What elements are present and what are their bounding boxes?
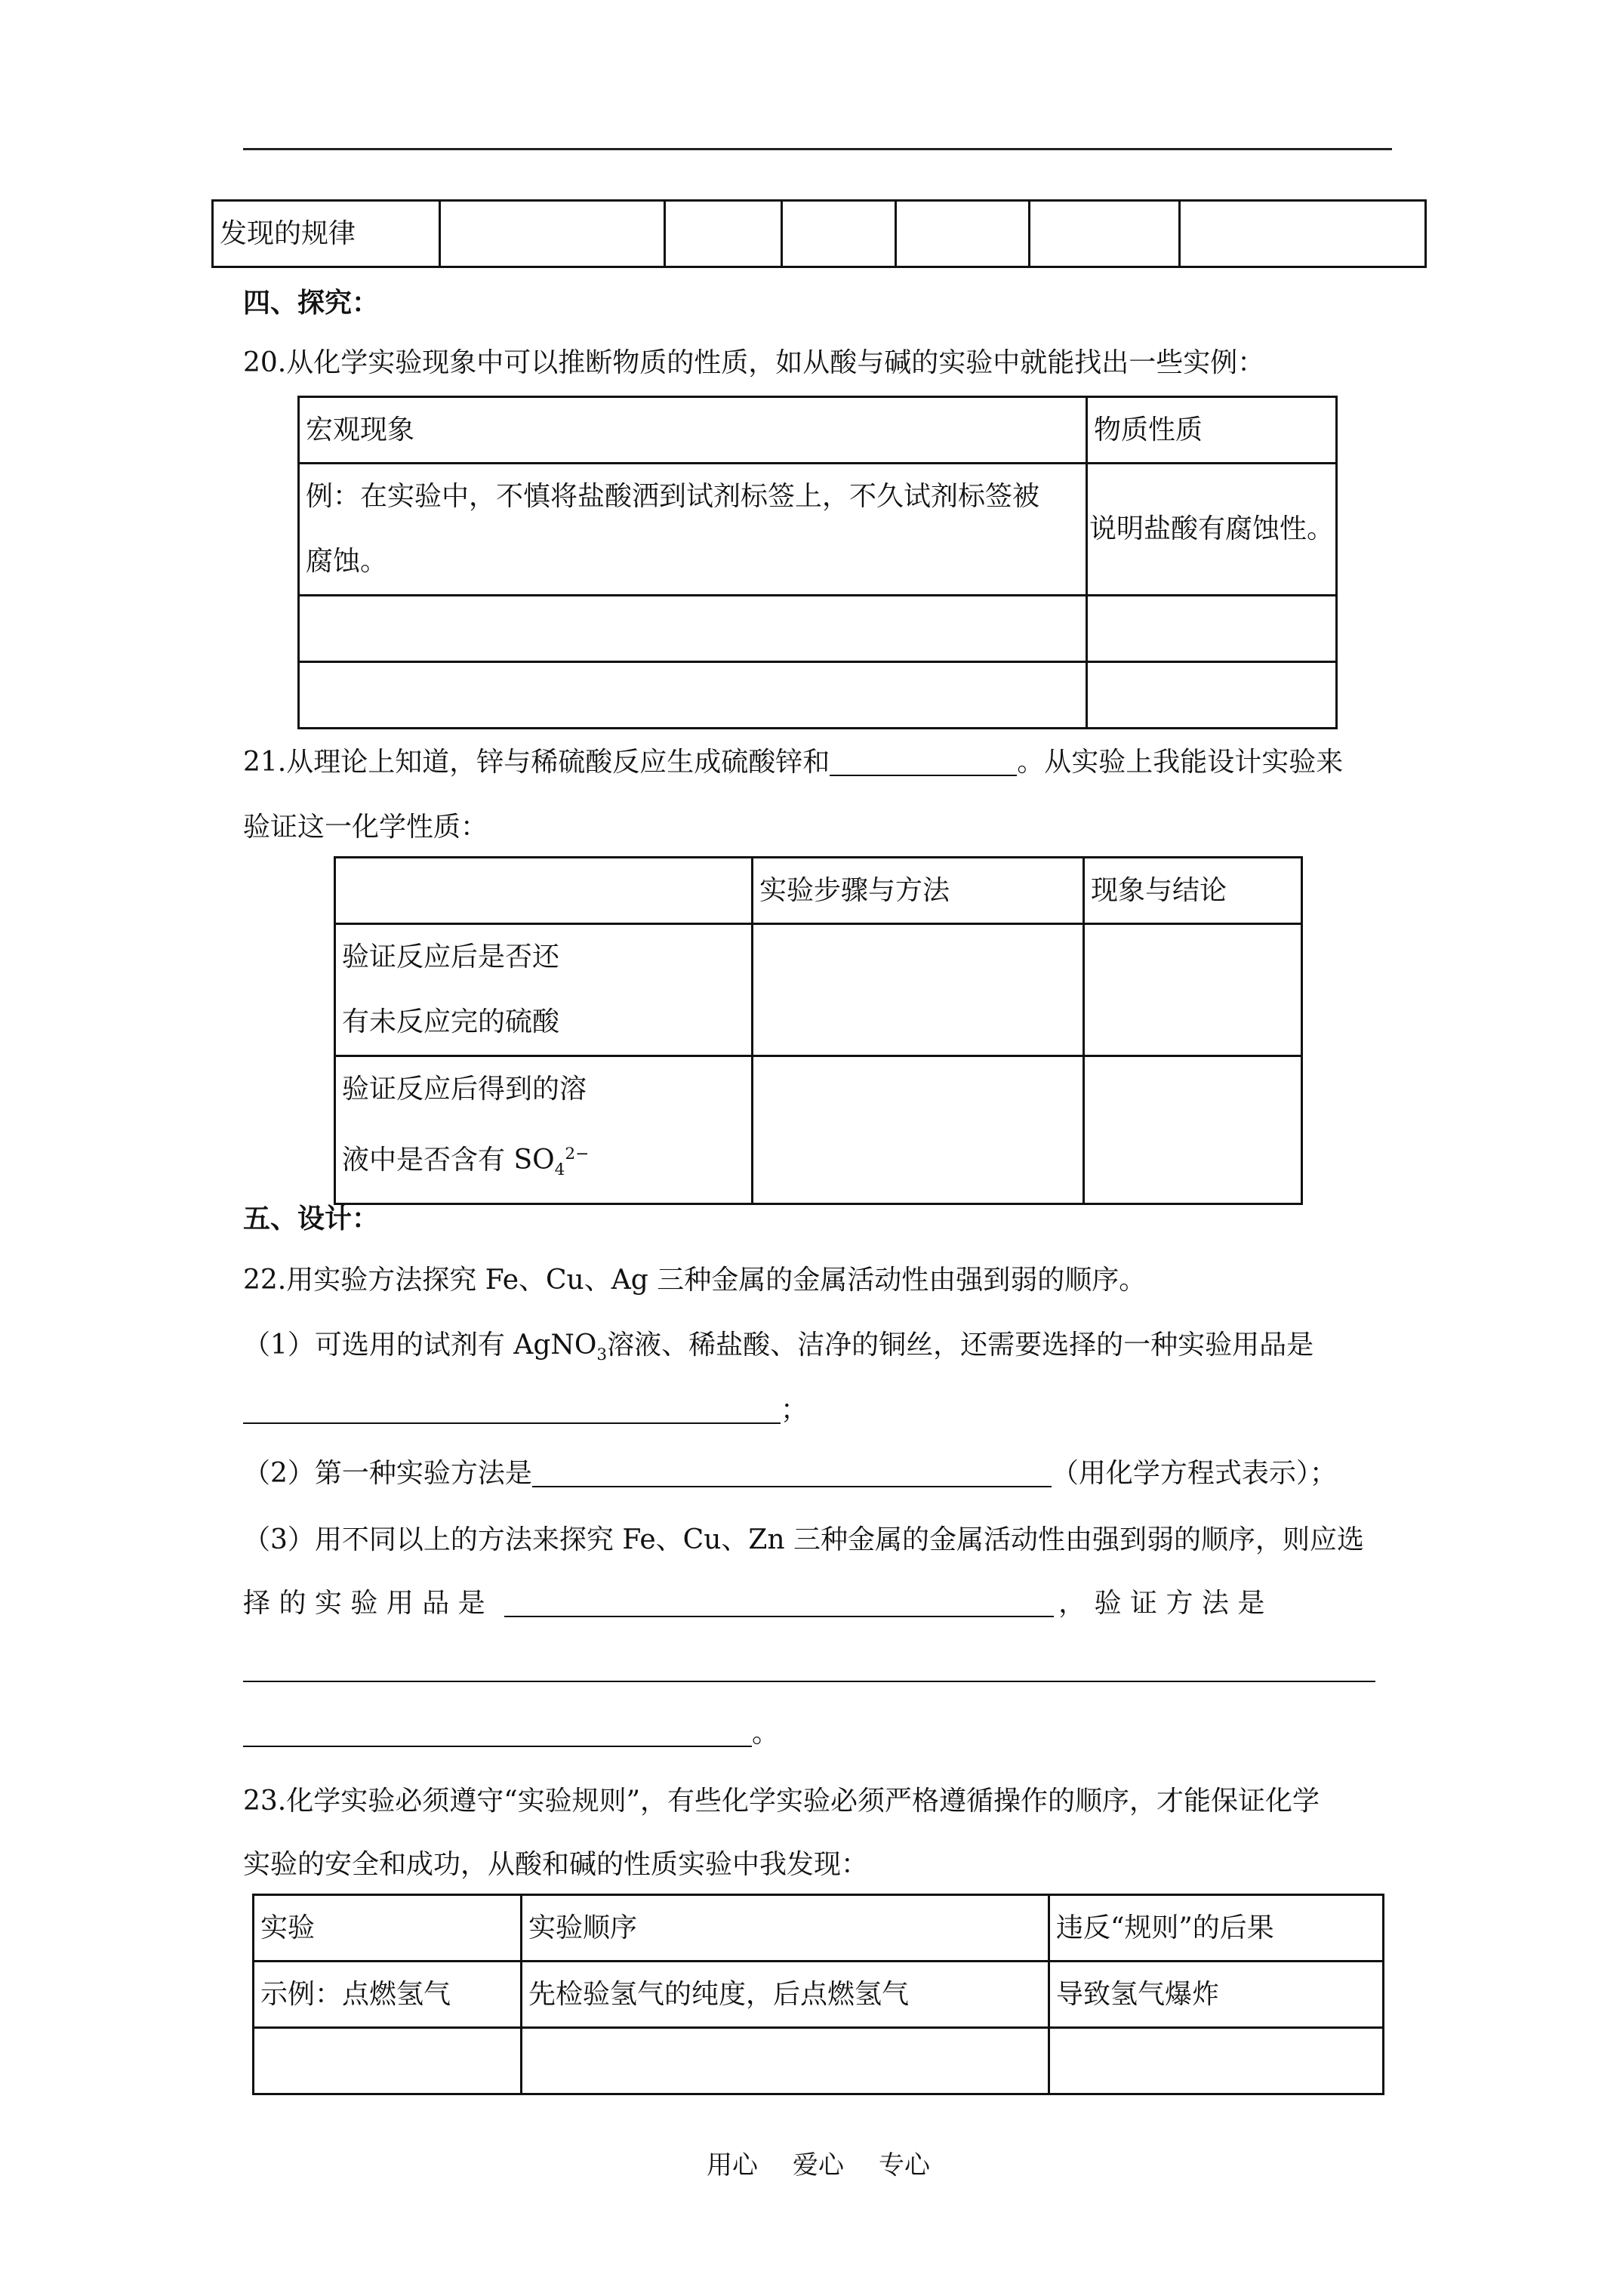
q21-row1-line2: 有未反应完的硫酸 bbox=[342, 1006, 560, 1037]
q21-row2-sub: 4 bbox=[554, 1160, 565, 1180]
q21-answer-cell bbox=[753, 1056, 1084, 1204]
q21-row2-line2 bbox=[342, 1122, 745, 1203]
q22-p1-a: （1）可选用的试剂有 AgNO bbox=[243, 1330, 597, 1361]
q20-table bbox=[297, 396, 1338, 729]
q22-part2 bbox=[243, 1460, 1337, 1487]
q22-p2-a: （2）第一种实验方法是 bbox=[243, 1458, 532, 1489]
q20-answer-cell bbox=[299, 662, 1087, 729]
question-23-line1: 23.化学实验必须遵守“实验规则”，有些化学实验必须严格遵循操作的顺序，才能保证化学 bbox=[243, 1786, 1320, 1817]
q22-p3-end: 。 bbox=[752, 1718, 780, 1749]
rules-cell bbox=[665, 201, 782, 267]
q22-blank-1[interactable] bbox=[243, 1397, 781, 1424]
rules-cell bbox=[440, 201, 665, 267]
q22-blank-4[interactable] bbox=[243, 1681, 1375, 1682]
q20-answer-cell bbox=[1086, 662, 1336, 729]
q23-header-order: 实验顺序 bbox=[522, 1895, 1049, 1962]
q22-p3-c: ， 验 证 方 法 是 bbox=[1058, 1588, 1265, 1619]
q21-row1-task bbox=[335, 924, 753, 1056]
q21-row2-sup: 2− bbox=[565, 1145, 590, 1163]
q21-answer-cell bbox=[753, 924, 1084, 1056]
q20-answer-cell bbox=[1086, 596, 1336, 662]
q21-blank[interactable] bbox=[830, 749, 1017, 776]
q21-header-conclusion: 现象与结论 bbox=[1084, 858, 1302, 924]
q22-blank-2[interactable] bbox=[532, 1460, 1052, 1487]
q22-part3-line2 bbox=[243, 1590, 1387, 1617]
q23-answer-cell bbox=[1049, 2028, 1384, 2094]
q21-header-blank bbox=[335, 858, 753, 924]
q22-p2-b: （用化学方程式表示）； bbox=[1051, 1458, 1337, 1489]
q21-row2-line1: 验证反应后得到的溶 bbox=[342, 1074, 587, 1105]
q22-part1-answer bbox=[243, 1397, 808, 1424]
q20-header-phenomenon: 宏观现象 bbox=[299, 397, 1087, 464]
q21-text-b: 。从实验上我能设计实验来 bbox=[1017, 747, 1344, 778]
q21-answer-cell bbox=[1084, 924, 1302, 1056]
q22-p3-b: 择 的 实 验 用 品 是 bbox=[243, 1588, 485, 1619]
q21-row1-line1: 验证反应后是否还 bbox=[342, 942, 560, 972]
q20-example-phenomenon bbox=[299, 464, 1087, 596]
q21-row2-text: 液中是否含有 SO bbox=[342, 1145, 555, 1176]
q21-header-steps: 实验步骤与方法 bbox=[753, 858, 1084, 924]
q20-example-property: 说明盐酸有腐蚀性。 bbox=[1086, 464, 1336, 596]
rules-table bbox=[211, 199, 1427, 268]
question-21-line2: 验证这一化学性质： bbox=[243, 812, 488, 843]
q22-p1-sub: 3 bbox=[596, 1345, 608, 1365]
footer-c: 专心 bbox=[879, 2150, 930, 2180]
q23-answer-cell bbox=[522, 2028, 1049, 2094]
q20-answer-cell bbox=[299, 596, 1087, 662]
q23-example-consequence: 导致氢气爆炸 bbox=[1049, 1962, 1384, 2028]
rules-cell bbox=[1030, 201, 1180, 267]
question-20: 20.从化学实验现象中可以推断物质的性质，如从酸与碱的实验中就能找出一些实例： bbox=[243, 347, 1265, 378]
q20-example-line2: 腐蚀。 bbox=[306, 546, 388, 577]
q23-table bbox=[252, 1894, 1384, 2095]
q22-p1-end: ； bbox=[781, 1395, 808, 1425]
q23-example-order: 先检验氢气的纯度，后点燃氢气 bbox=[522, 1962, 1049, 2028]
section-heading-explore: 四、探究： bbox=[243, 287, 380, 319]
question-21-line1 bbox=[243, 749, 1343, 776]
q20-header-property: 物质性质 bbox=[1086, 397, 1336, 464]
q22-blank-3[interactable] bbox=[504, 1590, 1054, 1617]
q22-part3: （3）用不同以上的方法来探究 Fe、Cu、Zn 三种金属的金属活动性由强到弱的顺序，则应选 bbox=[243, 1524, 1365, 1555]
footer-a: 用心 bbox=[707, 2150, 758, 2180]
q20-example-line1: 例：在实验中，不慎将盐酸洒到试剂标签上，不久试剂标签被 bbox=[306, 481, 1040, 512]
q22-part1 bbox=[243, 1332, 1313, 1364]
header-rule bbox=[243, 148, 1392, 150]
rules-cell bbox=[1180, 201, 1426, 267]
q21-row2-task bbox=[335, 1056, 753, 1204]
q21-text-a: 21.从理论上知道，锌与稀硫酸反应生成硫酸锌和 bbox=[243, 747, 830, 778]
q22-p1-b: 溶液、稀盐酸、洁净的铜丝，还需要选择的一种实验用品是 bbox=[607, 1330, 1314, 1361]
q23-example-experiment: 示例：点燃氢气 bbox=[254, 1962, 522, 2028]
question-23-line2: 实验的安全和成功，从酸和碱的性质实验中我发现： bbox=[243, 1849, 869, 1880]
footer-b: 爱心 bbox=[793, 2150, 844, 2180]
rules-label: 发现的规律 bbox=[213, 201, 440, 267]
q23-header-experiment: 实验 bbox=[254, 1895, 522, 1962]
question-22: 22.用实验方法探究 Fe、Cu、Ag 三种金属的金属活动性由强到弱的顺序。 bbox=[243, 1265, 1147, 1296]
q21-table bbox=[334, 856, 1303, 1205]
q22-blank-5[interactable] bbox=[243, 1720, 752, 1747]
q21-answer-cell bbox=[1084, 1056, 1302, 1204]
q23-header-consequence: 违反“规则”的后果 bbox=[1049, 1895, 1384, 1962]
q22-part3-line4 bbox=[243, 1720, 779, 1747]
q23-answer-cell bbox=[254, 2028, 522, 2094]
section-heading-design: 五、设计： bbox=[243, 1203, 380, 1234]
rules-cell bbox=[896, 201, 1030, 267]
rules-cell bbox=[782, 201, 896, 267]
